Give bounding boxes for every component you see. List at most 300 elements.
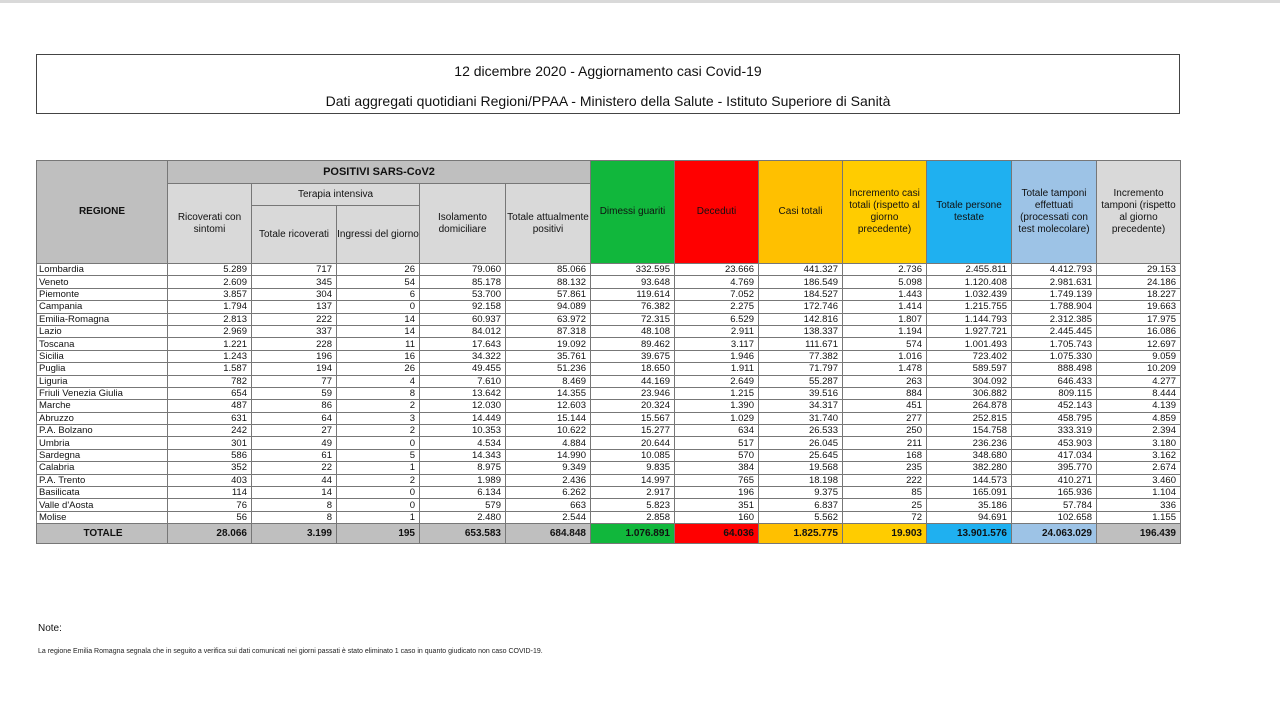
table-cell: 264.878	[927, 400, 1012, 412]
table-cell: 1.032.439	[927, 288, 1012, 300]
table-cell: 3.857	[168, 288, 252, 300]
table-cell: 57.861	[506, 288, 591, 300]
region-name: Umbria	[37, 437, 168, 449]
region-name: Friuli Venezia Giulia	[37, 387, 168, 399]
table-cell: 301	[168, 437, 252, 449]
region-name: Veneto	[37, 276, 168, 288]
table-row	[37, 387, 1181, 399]
table-cell: 44.169	[591, 375, 675, 387]
table-cell: 458.795	[1012, 412, 1097, 424]
table-cell: 1.587	[168, 363, 252, 375]
totals-cell: 195	[337, 524, 420, 544]
table-cell: 8.469	[506, 375, 591, 387]
table-cell: 1.927.721	[927, 325, 1012, 337]
table-cell: 13.642	[420, 387, 506, 399]
table-cell: 17.975	[1097, 313, 1181, 325]
header-incremento-tamponi: Incremento tamponi (rispetto al giorno precedente)	[1097, 161, 1181, 264]
table-cell: 184.527	[759, 288, 843, 300]
region-name: Valle d'Aosta	[37, 499, 168, 511]
table-cell: 15.144	[506, 412, 591, 424]
table-cell: 102.658	[1012, 511, 1097, 523]
table-cell: 3.162	[1097, 449, 1181, 461]
page-subtitle: Dati aggregati quotidiani Regioni/PPAA - Ministero della Salute - Istituto Superiore di Sanità	[325, 93, 891, 109]
table-cell: 194	[252, 363, 337, 375]
table-cell: 26	[337, 264, 420, 276]
table-cell: 888.498	[1012, 363, 1097, 375]
totals-cell: 28.066	[168, 524, 252, 544]
table-cell: 18.198	[759, 474, 843, 486]
table-cell: 250	[843, 425, 927, 437]
table-cell: 333.319	[1012, 425, 1097, 437]
table-cell: 2.436	[506, 474, 591, 486]
covid-data-table	[36, 160, 1181, 544]
table-cell: 12.603	[506, 400, 591, 412]
table-cell: 4.884	[506, 437, 591, 449]
table-cell: 332.595	[591, 264, 675, 276]
header-regione: REGIONE	[37, 161, 168, 264]
table-cell: 93.648	[591, 276, 675, 288]
table-cell: 14	[337, 325, 420, 337]
table-cell: 2.275	[675, 301, 759, 313]
table-cell: 16.086	[1097, 325, 1181, 337]
table-cell: 88.132	[506, 276, 591, 288]
table-row	[37, 449, 1181, 461]
table-cell: 5.098	[843, 276, 927, 288]
totals-row	[37, 524, 1181, 544]
table-cell: 2	[337, 400, 420, 412]
table-cell: 26.533	[759, 425, 843, 437]
table-cell: 39.516	[759, 387, 843, 399]
table-cell: 452.143	[1012, 400, 1097, 412]
table-cell: 86	[252, 400, 337, 412]
table-cell: 186.549	[759, 276, 843, 288]
notes-text: La regione Emilia Romagna segnala che in seguito a verifica sui dati comunicati nei giorni passati è stato eliminato 1 caso in quanto giudicato non caso COVID-19.	[38, 648, 543, 655]
region-name: Campania	[37, 301, 168, 313]
table-cell: 11	[337, 338, 420, 350]
header-totale-tamponi: Totale tamponi effettuati (processati con test molecolare)	[1012, 161, 1097, 264]
table-cell: 1.104	[1097, 487, 1181, 499]
table-cell: 7.610	[420, 375, 506, 387]
table-cell: 14.355	[506, 387, 591, 399]
table-row	[37, 350, 1181, 362]
table-cell: 9.349	[506, 462, 591, 474]
table-cell: 8	[337, 387, 420, 399]
table-cell: 1.443	[843, 288, 927, 300]
table-cell: 20.644	[591, 437, 675, 449]
table-cell: 49.455	[420, 363, 506, 375]
table-cell: 55.287	[759, 375, 843, 387]
table-cell: 2.609	[168, 276, 252, 288]
table-cell: 72.315	[591, 313, 675, 325]
table-cell: 60.937	[420, 313, 506, 325]
table-cell: 5.562	[759, 511, 843, 523]
table-cell: 0	[337, 499, 420, 511]
table-row	[37, 363, 1181, 375]
table-cell: 3	[337, 412, 420, 424]
table-row	[37, 511, 1181, 523]
table-cell: 1.414	[843, 301, 927, 313]
table-cell: 765	[675, 474, 759, 486]
table-cell: 20.324	[591, 400, 675, 412]
totals-cell: 653.583	[420, 524, 506, 544]
table-cell: 39.675	[591, 350, 675, 362]
header-dimessi-guariti: Dimessi guariti	[591, 161, 675, 264]
table-cell: 222	[252, 313, 337, 325]
table-cell: 2.394	[1097, 425, 1181, 437]
table-cell: 348.680	[927, 449, 1012, 461]
header-casi-totali: Casi totali	[759, 161, 843, 264]
table-row	[37, 288, 1181, 300]
table-cell: 142.816	[759, 313, 843, 325]
table-cell: 211	[843, 437, 927, 449]
table-cell: 1.155	[1097, 511, 1181, 523]
table-cell: 3.117	[675, 338, 759, 350]
table-cell: 14.449	[420, 412, 506, 424]
table-cell: 2	[337, 425, 420, 437]
table-cell: 51.236	[506, 363, 591, 375]
header-ingressi-del-giorno: Ingressi del giorno	[337, 206, 420, 264]
table-cell: 2.674	[1097, 462, 1181, 474]
table-row	[37, 400, 1181, 412]
table-cell: 25.645	[759, 449, 843, 461]
table-cell: 26	[337, 363, 420, 375]
table-cell: 410.271	[1012, 474, 1097, 486]
table-cell: 15.277	[591, 425, 675, 437]
table-cell: 1.705.743	[1012, 338, 1097, 350]
table-cell: 64	[252, 412, 337, 424]
table-cell: 1.243	[168, 350, 252, 362]
region-name: Molise	[37, 511, 168, 523]
table-cell: 26.045	[759, 437, 843, 449]
table-cell: 94.089	[506, 301, 591, 313]
totals-cell: 1.825.775	[759, 524, 843, 544]
table-cell: 663	[506, 499, 591, 511]
region-name: Piemonte	[37, 288, 168, 300]
notes-label: Note:	[38, 623, 62, 634]
table-cell: 114	[168, 487, 252, 499]
table-cell: 34.317	[759, 400, 843, 412]
table-cell: 517	[675, 437, 759, 449]
table-row	[37, 487, 1181, 499]
totals-cell: 3.199	[252, 524, 337, 544]
table-cell: 63.972	[506, 313, 591, 325]
table-cell: 23.946	[591, 387, 675, 399]
table-cell: 1.075.330	[1012, 350, 1097, 362]
table-cell: 29.153	[1097, 264, 1181, 276]
table-cell: 8.444	[1097, 387, 1181, 399]
table-cell: 1.807	[843, 313, 927, 325]
table-cell: 2.445.445	[1012, 325, 1097, 337]
header-ricoverati-con-sintomi: Ricoverati con sintomi	[168, 184, 252, 264]
table-cell: 12.697	[1097, 338, 1181, 350]
table-cell: 1	[337, 462, 420, 474]
table-cell: 14	[337, 313, 420, 325]
table-cell: 487	[168, 400, 252, 412]
table-cell: 4.534	[420, 437, 506, 449]
region-name: Lombardia	[37, 264, 168, 276]
table-cell: 3.180	[1097, 437, 1181, 449]
table-cell: 574	[843, 338, 927, 350]
table-cell: 589.597	[927, 363, 1012, 375]
table-cell: 6	[337, 288, 420, 300]
table-cell: 417.034	[1012, 449, 1097, 461]
table-row	[37, 437, 1181, 449]
table-cell: 782	[168, 375, 252, 387]
table-cell: 723.402	[927, 350, 1012, 362]
top-border	[0, 0, 1280, 3]
table-cell: 2.981.631	[1012, 276, 1097, 288]
table-cell: 0	[337, 437, 420, 449]
table-cell: 1	[337, 511, 420, 523]
region-name: Abruzzo	[37, 412, 168, 424]
table-cell: 84.012	[420, 325, 506, 337]
header-totale-ricoverati: Totale ricoverati	[252, 206, 337, 264]
table-cell: 2.969	[168, 325, 252, 337]
table-cell: 1.788.904	[1012, 301, 1097, 313]
totals-cell: 13.901.576	[927, 524, 1012, 544]
table-cell: 395.770	[1012, 462, 1097, 474]
table-cell: 154.758	[927, 425, 1012, 437]
header-incremento-casi: Incremento casi totali (rispetto al giorno precedente)	[843, 161, 927, 264]
table-cell: 453.903	[1012, 437, 1097, 449]
table-cell: 2.455.811	[927, 264, 1012, 276]
table-cell: 48.108	[591, 325, 675, 337]
table-cell: 7.052	[675, 288, 759, 300]
table-cell: 337	[252, 325, 337, 337]
table-cell: 54	[337, 276, 420, 288]
table-cell: 646.433	[1012, 375, 1097, 387]
table-cell: 235	[843, 462, 927, 474]
table-row	[37, 276, 1181, 288]
table-cell: 5	[337, 449, 420, 461]
totals-cell: 1.076.891	[591, 524, 675, 544]
table-cell: 634	[675, 425, 759, 437]
table-cell: 19.092	[506, 338, 591, 350]
table-cell: 222	[843, 474, 927, 486]
page-title: 12 dicembre 2020 - Aggiornamento casi Covid-19	[454, 63, 762, 79]
table-cell: 25	[843, 499, 927, 511]
totals-cell: 24.063.029	[1012, 524, 1097, 544]
table-cell: 19.663	[1097, 301, 1181, 313]
table-cell: 14	[252, 487, 337, 499]
table-cell: 306.882	[927, 387, 1012, 399]
header-persone-testate: Totale persone testate	[927, 161, 1012, 264]
table-row	[37, 412, 1181, 424]
table-row	[37, 301, 1181, 313]
table-cell: 10.209	[1097, 363, 1181, 375]
table-cell: 2.544	[506, 511, 591, 523]
table-cell: 0	[337, 301, 420, 313]
table-cell: 85.178	[420, 276, 506, 288]
table-cell: 9.835	[591, 462, 675, 474]
table-cell: 1.215	[675, 387, 759, 399]
table-cell: 1.946	[675, 350, 759, 362]
region-name: Toscana	[37, 338, 168, 350]
header-totale-attualmente-positivi: Totale attualmente positivi	[506, 184, 591, 264]
table-cell: 10.622	[506, 425, 591, 437]
table-cell: 1.390	[675, 400, 759, 412]
table-cell: 85	[843, 487, 927, 499]
table-cell: 6.529	[675, 313, 759, 325]
table-cell: 5.823	[591, 499, 675, 511]
table-cell: 77.382	[759, 350, 843, 362]
table-cell: 351	[675, 499, 759, 511]
header-terapia-intensiva: Terapia intensiva	[252, 184, 420, 206]
table-cell: 1.144.793	[927, 313, 1012, 325]
table-row	[37, 338, 1181, 350]
table-cell: 2.858	[591, 511, 675, 523]
table-cell: 4	[337, 375, 420, 387]
table-cell: 586	[168, 449, 252, 461]
table-cell: 77	[252, 375, 337, 387]
table-cell: 9.375	[759, 487, 843, 499]
table-cell: 242	[168, 425, 252, 437]
totals-cell: 64.036	[675, 524, 759, 544]
table-cell: 1.029	[675, 412, 759, 424]
table-row	[37, 474, 1181, 486]
table-cell: 137	[252, 301, 337, 313]
table-cell: 172.746	[759, 301, 843, 313]
table-cell: 85.066	[506, 264, 591, 276]
table-cell: 1.016	[843, 350, 927, 362]
table-cell: 252.815	[927, 412, 1012, 424]
region-name: Lazio	[37, 325, 168, 337]
table-cell: 2.813	[168, 313, 252, 325]
table-cell: 8.975	[420, 462, 506, 474]
table-cell: 4.412.793	[1012, 264, 1097, 276]
table-cell: 884	[843, 387, 927, 399]
table-cell: 9.059	[1097, 350, 1181, 362]
table-cell: 71.797	[759, 363, 843, 375]
table-cell: 34.322	[420, 350, 506, 362]
region-name: Basilicata	[37, 487, 168, 499]
totals-cell: 196.439	[1097, 524, 1181, 544]
table-cell: 2.312.385	[1012, 313, 1097, 325]
report-header	[36, 54, 1180, 114]
table-cell: 631	[168, 412, 252, 424]
table-cell: 5.289	[168, 264, 252, 276]
table-cell: 717	[252, 264, 337, 276]
table-cell: 6.134	[420, 487, 506, 499]
table-cell: 6.837	[759, 499, 843, 511]
table-cell: 304	[252, 288, 337, 300]
table-row	[37, 325, 1181, 337]
table-cell: 89.462	[591, 338, 675, 350]
table-cell: 2.736	[843, 264, 927, 276]
table-cell: 3.460	[1097, 474, 1181, 486]
table-cell: 1.194	[843, 325, 927, 337]
table-cell: 111.671	[759, 338, 843, 350]
table-cell: 14.343	[420, 449, 506, 461]
table-cell: 1.478	[843, 363, 927, 375]
table-cell: 304.092	[927, 375, 1012, 387]
table-cell: 119.614	[591, 288, 675, 300]
table-cell: 4.859	[1097, 412, 1181, 424]
table-cell: 94.691	[927, 511, 1012, 523]
table-cell: 10.085	[591, 449, 675, 461]
region-name: Calabria	[37, 462, 168, 474]
table-cell: 72	[843, 511, 927, 523]
region-name: Puglia	[37, 363, 168, 375]
table-cell: 17.643	[420, 338, 506, 350]
region-name: Marche	[37, 400, 168, 412]
table-cell: 18.227	[1097, 288, 1181, 300]
table-cell: 2	[337, 474, 420, 486]
table-cell: 384	[675, 462, 759, 474]
header-isolamento-domiciliare: Isolamento domiciliare	[420, 184, 506, 264]
table-cell: 196	[675, 487, 759, 499]
table-cell: 160	[675, 511, 759, 523]
table-cell: 18.650	[591, 363, 675, 375]
table-cell: 14.997	[591, 474, 675, 486]
table-cell: 76	[168, 499, 252, 511]
table-row	[37, 313, 1181, 325]
table-cell: 2.917	[591, 487, 675, 499]
table-cell: 2.480	[420, 511, 506, 523]
table-cell: 382.280	[927, 462, 1012, 474]
table-cell: 19.568	[759, 462, 843, 474]
table-row	[37, 499, 1181, 511]
table-cell: 87.318	[506, 325, 591, 337]
table-cell: 35.186	[927, 499, 1012, 511]
table-cell: 12.030	[420, 400, 506, 412]
table-cell: 1.215.755	[927, 301, 1012, 313]
table-cell: 16	[337, 350, 420, 362]
table-cell: 8	[252, 511, 337, 523]
totals-cell: 19.903	[843, 524, 927, 544]
table-cell: 1.989	[420, 474, 506, 486]
table-cell: 144.573	[927, 474, 1012, 486]
table-cell: 1.794	[168, 301, 252, 313]
region-name: P.A. Trento	[37, 474, 168, 486]
region-name: Sicilia	[37, 350, 168, 362]
table-cell: 61	[252, 449, 337, 461]
totals-cell: 684.848	[506, 524, 591, 544]
table-cell: 44	[252, 474, 337, 486]
table-cell: 263	[843, 375, 927, 387]
table-cell: 1.749.139	[1012, 288, 1097, 300]
region-name: Sardegna	[37, 449, 168, 461]
table-row	[37, 462, 1181, 474]
table-cell: 92.158	[420, 301, 506, 313]
table-cell: 8	[252, 499, 337, 511]
table-cell: 1.001.493	[927, 338, 1012, 350]
table-row	[37, 425, 1181, 437]
table-cell: 168	[843, 449, 927, 461]
table-cell: 4.277	[1097, 375, 1181, 387]
region-name: Emilia-Romagna	[37, 313, 168, 325]
header-positivi-group: POSITIVI SARS-CoV2	[168, 161, 591, 184]
table-cell: 1.120.408	[927, 276, 1012, 288]
table-cell: 336	[1097, 499, 1181, 511]
table-cell: 1.911	[675, 363, 759, 375]
table-row	[37, 375, 1181, 387]
region-name: Liguria	[37, 375, 168, 387]
table-cell: 22	[252, 462, 337, 474]
table-cell: 76.382	[591, 301, 675, 313]
table-cell: 654	[168, 387, 252, 399]
table-cell: 31.740	[759, 412, 843, 424]
table-cell: 57.784	[1012, 499, 1097, 511]
table-cell: 27	[252, 425, 337, 437]
table-cell: 277	[843, 412, 927, 424]
table-cell: 4.139	[1097, 400, 1181, 412]
table-cell: 56	[168, 511, 252, 523]
table-cell: 2.911	[675, 325, 759, 337]
table-cell: 403	[168, 474, 252, 486]
table-cell: 24.186	[1097, 276, 1181, 288]
table-cell: 23.666	[675, 264, 759, 276]
